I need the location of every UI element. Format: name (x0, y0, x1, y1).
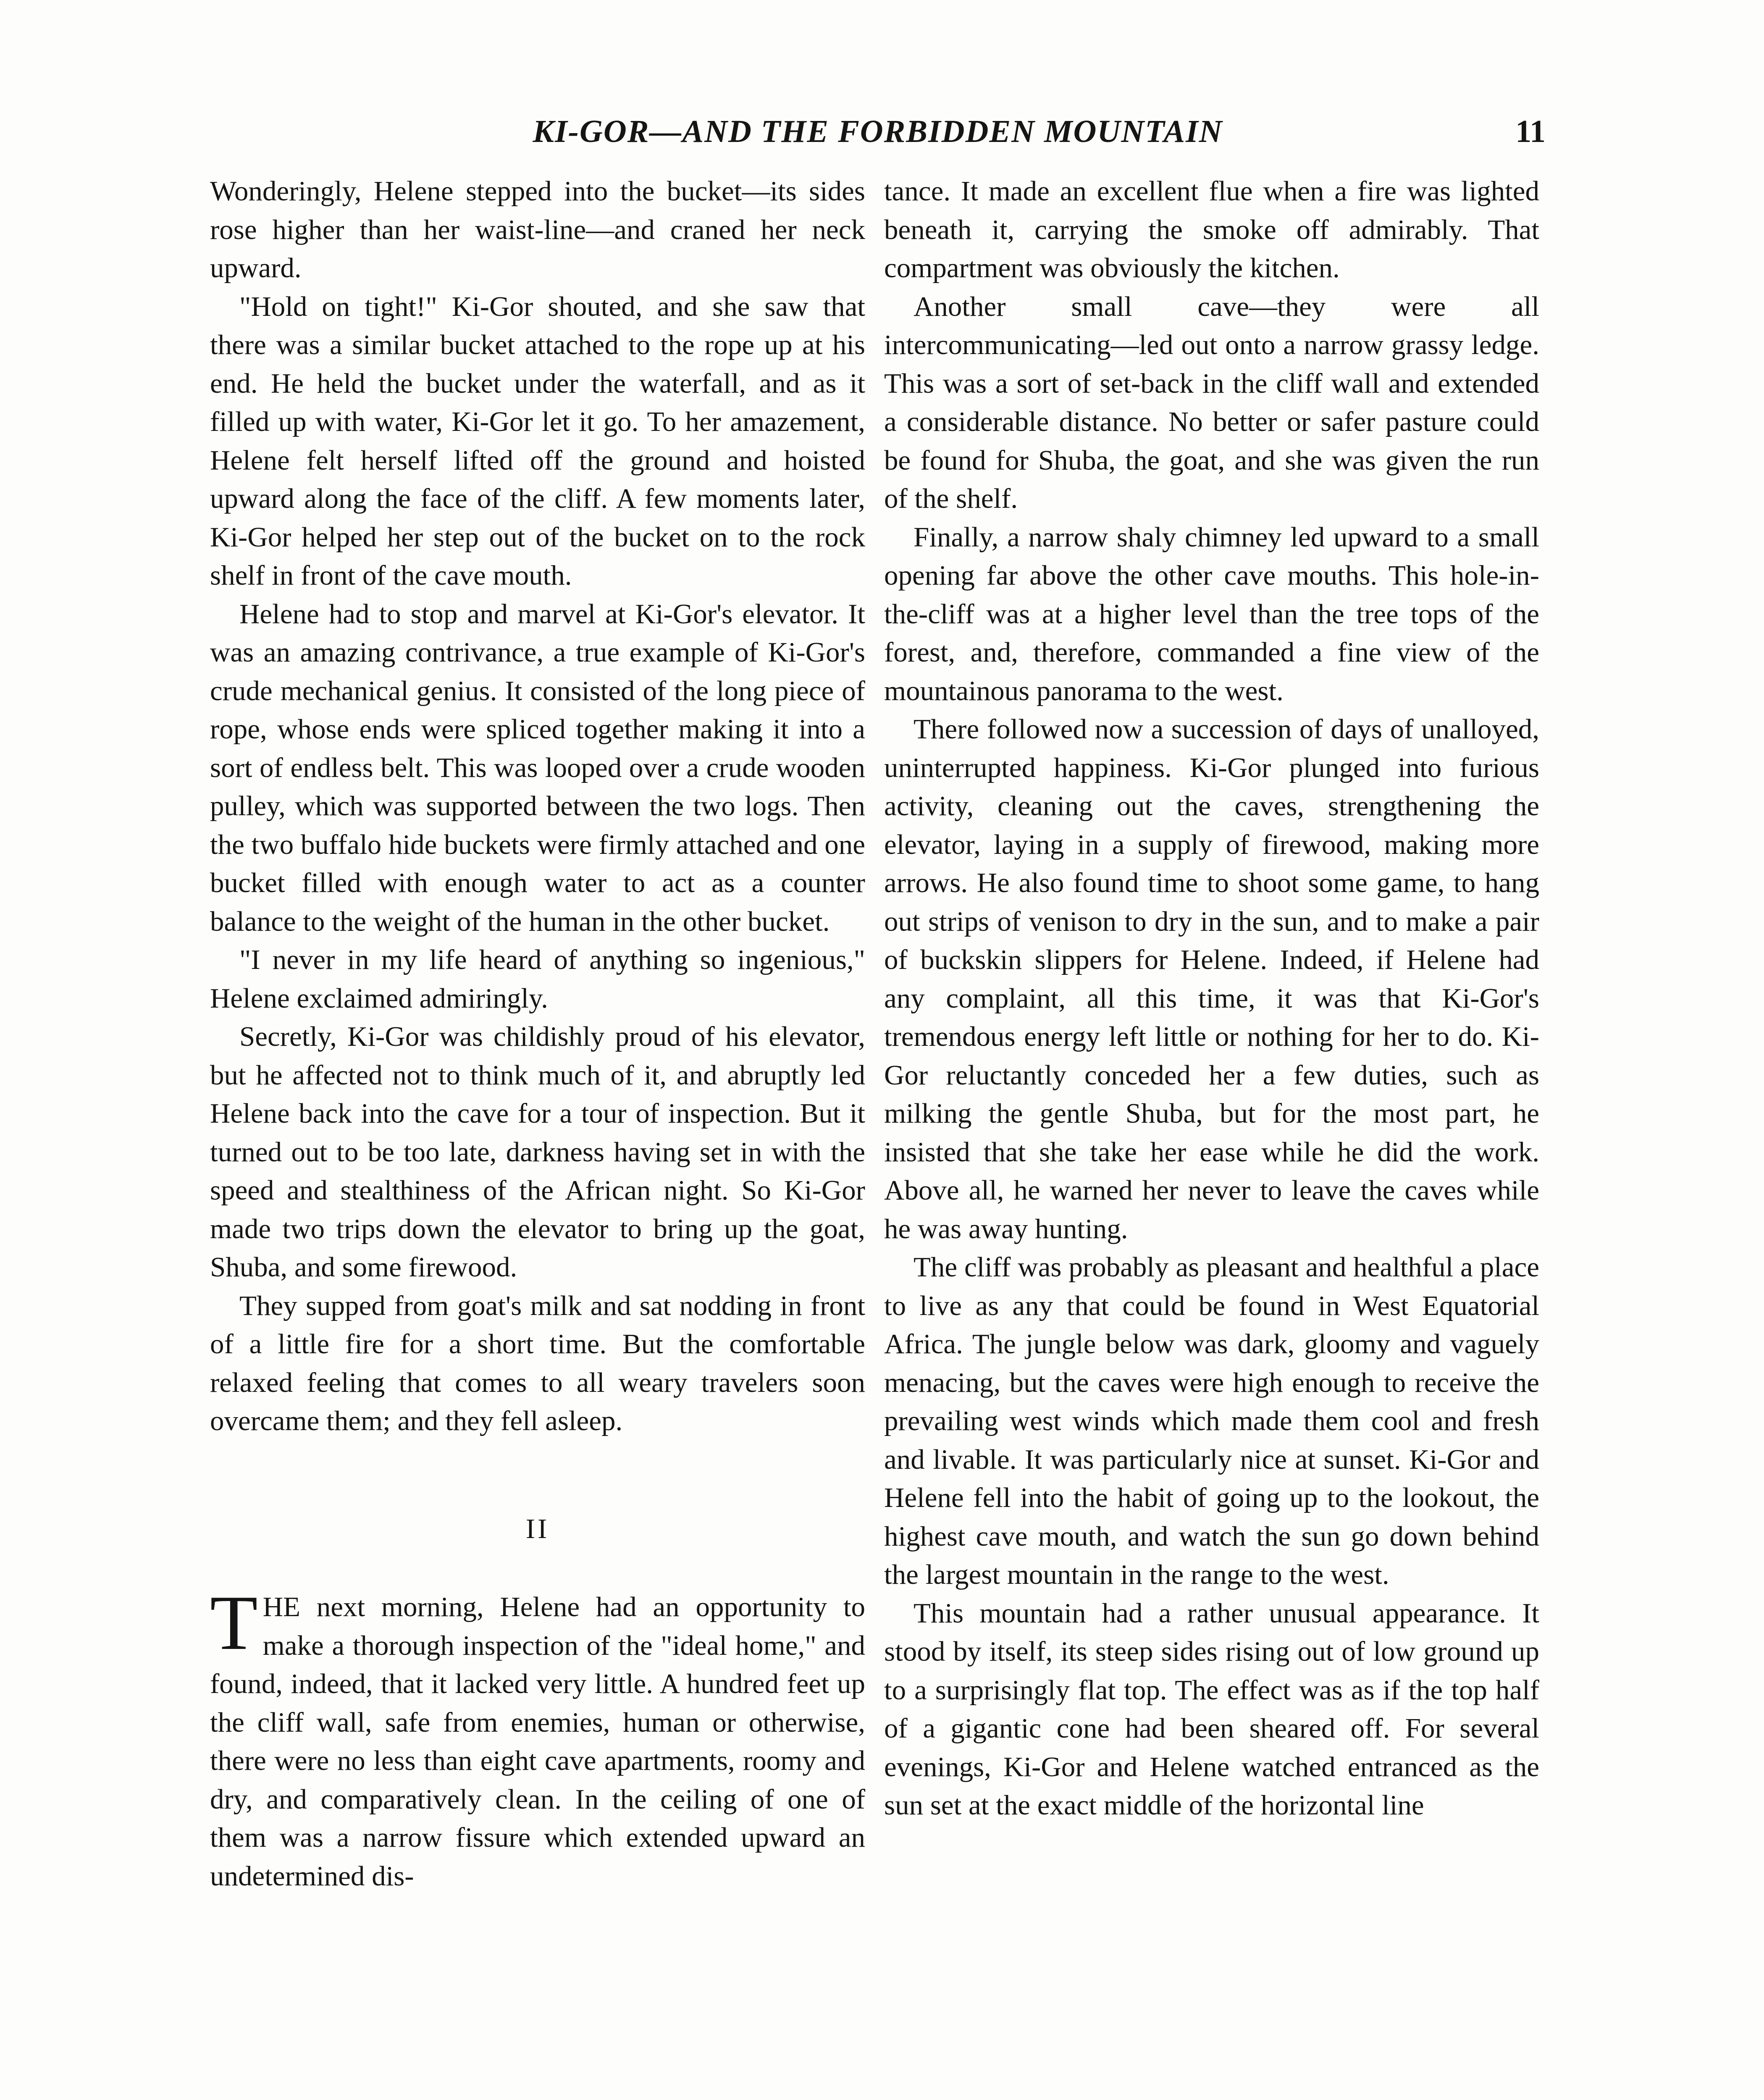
drop-cap: T (210, 1580, 258, 1666)
section-heading: II (525, 1513, 550, 1544)
paragraph-with-dropcap (210, 1580, 865, 1895)
paragraph: "I never in my life heard of anything so ingenious," Helene exclaimed admiringly. (210, 944, 865, 1014)
paragraph: Helene had to stop and marvel at Ki-Gor's elevator. It was an amazing contrivance, a true example of Ki-Gor's crude mechanical genius. It consisted of the long piece of rope, whose ends were spliced together making it into a sort of endless belt. This was looped over a crude wooden pulley, which was supported between the two logs. Then the two buffalo hide buckets were firmly attached and one bucket filled with enough water to act as a counter balance to the weight of the human in the other bucket. (210, 598, 865, 937)
paragraph: This mountain had a rather unusual appearance. It stood by itself, its steep sides rising out of low ground up to a surprisingly flat top. The effect was as if the top half of a gigantic cone had been sheared off. For several evenings, Ki-Gor and Helene watched entranced as the sun set at the exact middle of the horizontal line (884, 1597, 1539, 1821)
paragraph: "Hold on tight!" Ki-Gor shouted, and she saw that there was a similar bucket attached to the rope up at his end. He held the bucket under the waterfall, and as it filled up with water, Ki-Gor let it go. To her amazement, Helene felt herself lifted off the ground and hoisted upward along the face of the cliff. A few moments later, Ki-Gor helped her step out of the bucket on to the rock shelf in front of the cave mouth. (210, 291, 865, 591)
paragraph: tance. It made an excellent flue when a fire was lighted beneath it, carrying the smoke off admirably. That compartment was obviously the kitchen. (884, 176, 1539, 284)
running-title: KI-GOR—AND THE FORBIDDEN MOUNTAIN (533, 114, 1223, 149)
paragraph: Secretly, Ki-Gor was childishly proud of his elevator, but he affected not to think much of it, and abruptly led Helene back into the cave for a tour of inspection. But it turned out to be too late, darkness having set in with the speed and stealthiness of the African night. So Ki-Gor made two trips down the elevator to bring up the goat, Shuba, and some firewood. (210, 1021, 865, 1283)
paragraph: There followed now a succession of days of unalloyed, uninterrupted happiness. Ki-Gor plunged into furious activity, cleaning out the caves, strengthening the elevator, laying in a supply of firewood, making more arrows. He also found time to shoot some game, to hang out strips of venison to dry in the sun, and to make a pair of buckskin slippers for Helene. Indeed, if Helene had any complaint, all this time, it was that Ki-Gor's tremendous energy left little or nothing for her to do. Ki-Gor reluctantly conceded her a few duties, such as milking the gentle Shuba, but for the most part, he insisted that she take her ease while he did the work. Above all, he warned her never to leave the caves while he was away hunting. (884, 714, 1539, 1244)
left-column (210, 172, 865, 1895)
paragraph: Another small cave—they were all intercommunicating—led out onto a narrow grassy ledge. This was a sort of set-back in the cliff wall and extended a considerable distance. No better or safer pasture could be found for Shuba, the goat, and she was given the run of the shelf. (884, 291, 1539, 514)
paragraph: Finally, a narrow shaly chimney led upward to a small opening far above the other cave mouths. This hole-in-the-cliff was at a higher level than the tree tops of the forest, and, therefore, commanded a fine view of the mountainous panorama to the west. (884, 521, 1539, 706)
paragraph: The cliff was probably as pleasant and healthful a place to live as any that could be found in West Equatorial Africa. The jungle below was dark, gloomy and vaguely menacing, but the caves were high enough to receive the prevailing west winds which made them cool and fresh and livable. It was particularly nice at sunset. Ki-Gor and Helene fell into the habit of going up to the lookout, the highest cave mouth, and watch the sun go down behind the largest mountain in the range to the west. (884, 1252, 1539, 1590)
page-header (210, 113, 1546, 172)
paragraph: They supped from goat's milk and sat nodding in front of a little fire for a short time. But the comfortable relaxed feeling that comes to all weary travelers soon overcame them; and they fell asleep. (210, 1290, 865, 1436)
right-column (884, 172, 1539, 1825)
paragraph-text: HE next morning, Helene had an opportunity to make a thorough inspection of the "ideal home," and found, indeed, that it lacked very little. A hundred feet up the cliff wall, safe from enemies, human or otherwise, there were no less than eight cave apartments, roomy and dry, and comparatively clean. In the ceiling of one of them was a narrow fissure which extended upward an undetermined dis- (210, 1591, 865, 1892)
page-number: 11 (1515, 114, 1546, 149)
paragraph: Wonderingly, Helene stepped into the bucket—its sides rose higher than her waist-line—and craned her neck upward. (210, 176, 865, 284)
